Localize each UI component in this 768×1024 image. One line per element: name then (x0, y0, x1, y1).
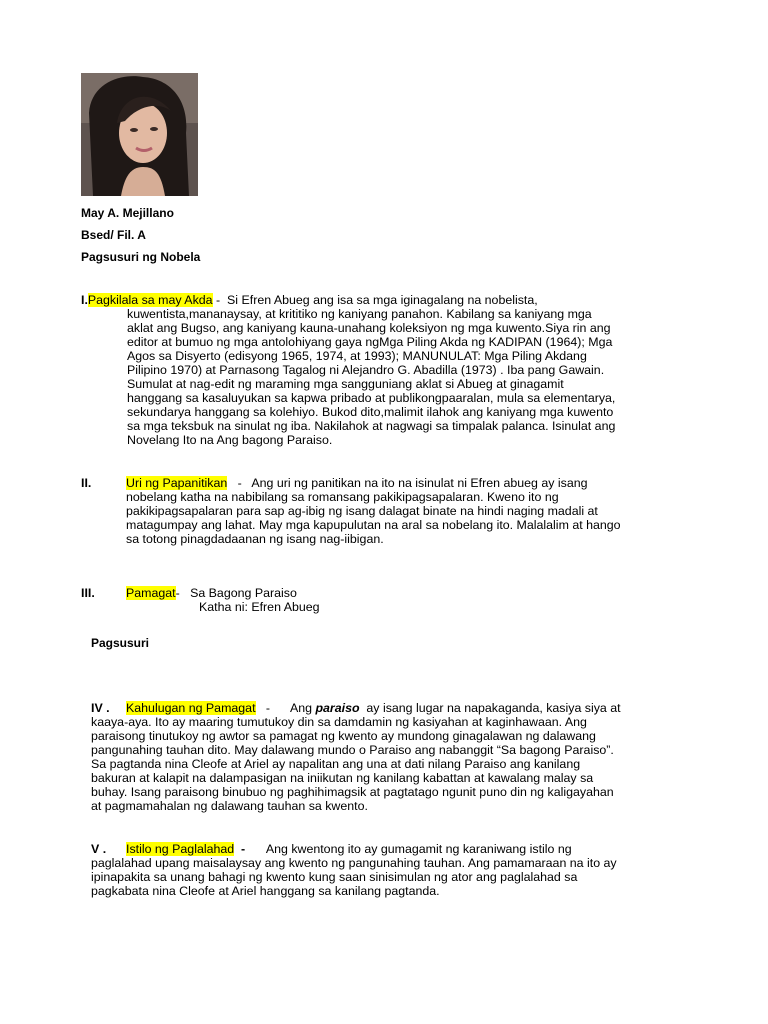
text-line: nobelang katha na nabibilang sa romansang pakikipagsapalaran. Kweno ito ng (126, 490, 559, 504)
section-number: II. (81, 476, 92, 490)
section-text: Ang kwentong ito ay gumagamit ng karaniwang istilo ng (265, 842, 572, 856)
course-label: Bsed/ Fil. A (81, 228, 146, 242)
section-number: V . (91, 842, 107, 856)
section-number: IV . (91, 701, 110, 715)
section-title: Istilo ng Paglalahad (126, 842, 235, 856)
text-line: at pagmamahalan ng dalawang tauhan sa kwento. (91, 799, 368, 813)
book-title: Sa Bagong Paraiso (190, 586, 297, 600)
emphasis-word: paraiso (315, 701, 360, 715)
text-line: matagumpay ang lahat. May mga kapupulutan na aral sa nobelang ito. Malalalim at hango (126, 518, 621, 532)
section-body (91, 856, 681, 898)
text-line: hanggang sa kasaluyukan sa kapwa pribado at publikongpaaralan, mula sa elementarya, (127, 391, 616, 405)
text-line: Sa pagtanda nina Cleofe at Ariel ay napalitan ang una at dati nilang Paraiso ang kanilang (91, 757, 581, 771)
text-line: bakuran at kalapit na dalampasigan na iniikutan ng kanilang kabattan at kawalang malay sa (91, 771, 594, 785)
text-line: sa totong pinagdadaanan ng isang nag-iibigan. (126, 532, 384, 546)
section-author-profile (81, 293, 679, 447)
section-text: Ang uri ng panitikan na ito na isinulat ni Efren abueg ay isang (251, 476, 588, 490)
text-line: pakikipagsapalaran para sap ag-ibig ng isang dalagat binate na hindi naging madali at (126, 504, 598, 518)
section-body (91, 715, 681, 813)
text-line: sa mga teksbuk na sinulat ng iba. Nakilahok at nagwagi sa timpalak palanca. Isinulat ang (127, 419, 616, 433)
section-title: Pamagat (126, 586, 176, 600)
text-line: Sumulat at nag-edit ng maraming mga sangguniang aklat si Abueg at ginagamit (127, 377, 564, 391)
author-photo (81, 73, 198, 196)
section-first-line: I.Pagkilala sa may Akda - Si Efren Abueg ang isa sa mga iginagalang na nobelista, (81, 293, 538, 307)
analysis-heading: Pagsusuri (91, 636, 150, 650)
text-line: sekundarya hanggang sa kolehiyo. Bukod dito,malimit ilahok ang kaniyang mga kuwento (127, 405, 614, 419)
section-body (81, 490, 679, 546)
text-line: kuwentista,mananaysay, at krititiko ng kaniyang panahon. Kabilang sa kaniyang mga (127, 307, 592, 321)
text-line: Novelang Ito na Ang bagong Paraiso. (127, 433, 333, 447)
section-title-info (81, 586, 679, 614)
section-title: Pagkilala sa may Akda (87, 293, 213, 307)
activity-title: Pagsusuri ng Nobela (81, 250, 201, 264)
section-number: I. (81, 293, 88, 307)
text-line: editor at bumuo ng mga antolohiyang gaya ngMga Piling Akda ng KADIPAN (1964); Mga (127, 335, 613, 349)
section-body (81, 307, 679, 447)
text-line: Pilipino 1970) at Parnasong Tagalog ni Alejandro G. Abadilla (1973) . Iba pang Gawain. (127, 363, 605, 377)
section-narrative-style (91, 842, 681, 898)
section-first-line: IV . Kahulugan ng Pamagat - Ang paraiso ay isang lugar na napakaganda, kasiya siya at (91, 701, 621, 715)
section-text: Si Efren Abueg ang isa sa mga iginagalang na nobelista, (227, 293, 538, 307)
text-line: pagkabata nina Cleofe at Ariel hanggang sa kanilang pagtanda. (91, 884, 440, 898)
text-line: paraisong tinutukoy ng awtor sa pamagat ng kwento ay mundong ginagalawan ng dalawang (91, 729, 596, 743)
text-line: buhay. Isang paraisong binubuo ng paghihimagsik at pagtatago ngunit puno din ng kaligayahan (91, 785, 614, 799)
author-credit: Katha ni: Efren Abueg (199, 600, 320, 614)
section-first-line: III. Pamagat- Sa Bagong Paraiso (81, 586, 297, 600)
text-line: paglalahad upang maisalaysay ang kwento ng pangunahing tauhan. Ang pamamaraan na ito ay (91, 856, 617, 870)
author-name: May A. Mejillano (81, 206, 174, 220)
section-title-meaning (91, 701, 681, 813)
section-first-line: V . Istilo ng Paglalahad - Ang kwentong ito ay gumagamit ng karaniwang istilo ng (91, 842, 572, 856)
text-line: ipinapakita sa unang bahagi ng kwento kung saan sinisimulan ng ator ang paglalahad sa (91, 870, 578, 884)
section-number: III. (81, 586, 95, 600)
text-line: pangunahing tauhan dito. May dalawang mundo o Paraiso ang nabanggit “Sa bagong Paraiso”. (91, 743, 614, 757)
section-title: Kahulugan ng Pamagat (126, 701, 256, 715)
text-line: aklat ang Bugso, ang kaniyang kauna-unahang koleksiyon ng mga kuwento.Siya rin ang (127, 321, 611, 335)
section-literary-type (81, 476, 679, 546)
section-title: Uri ng Papanitikan (126, 476, 228, 490)
section-first-line: II. Uri ng Papanitikan - Ang uri ng panitikan na ito na isinulat ni Efren abueg ay isang (81, 476, 588, 490)
text-line: kaaya-aya. Ito ay maaring tumutukoy din sa damdamin ng kasiyahan at kaginhawaan. Ang (91, 715, 587, 729)
text-line: Agos sa Disyerto (edisyong 1965, 1974, at 1993); MANUNULAT: Mga Piling Akdang (127, 349, 587, 363)
